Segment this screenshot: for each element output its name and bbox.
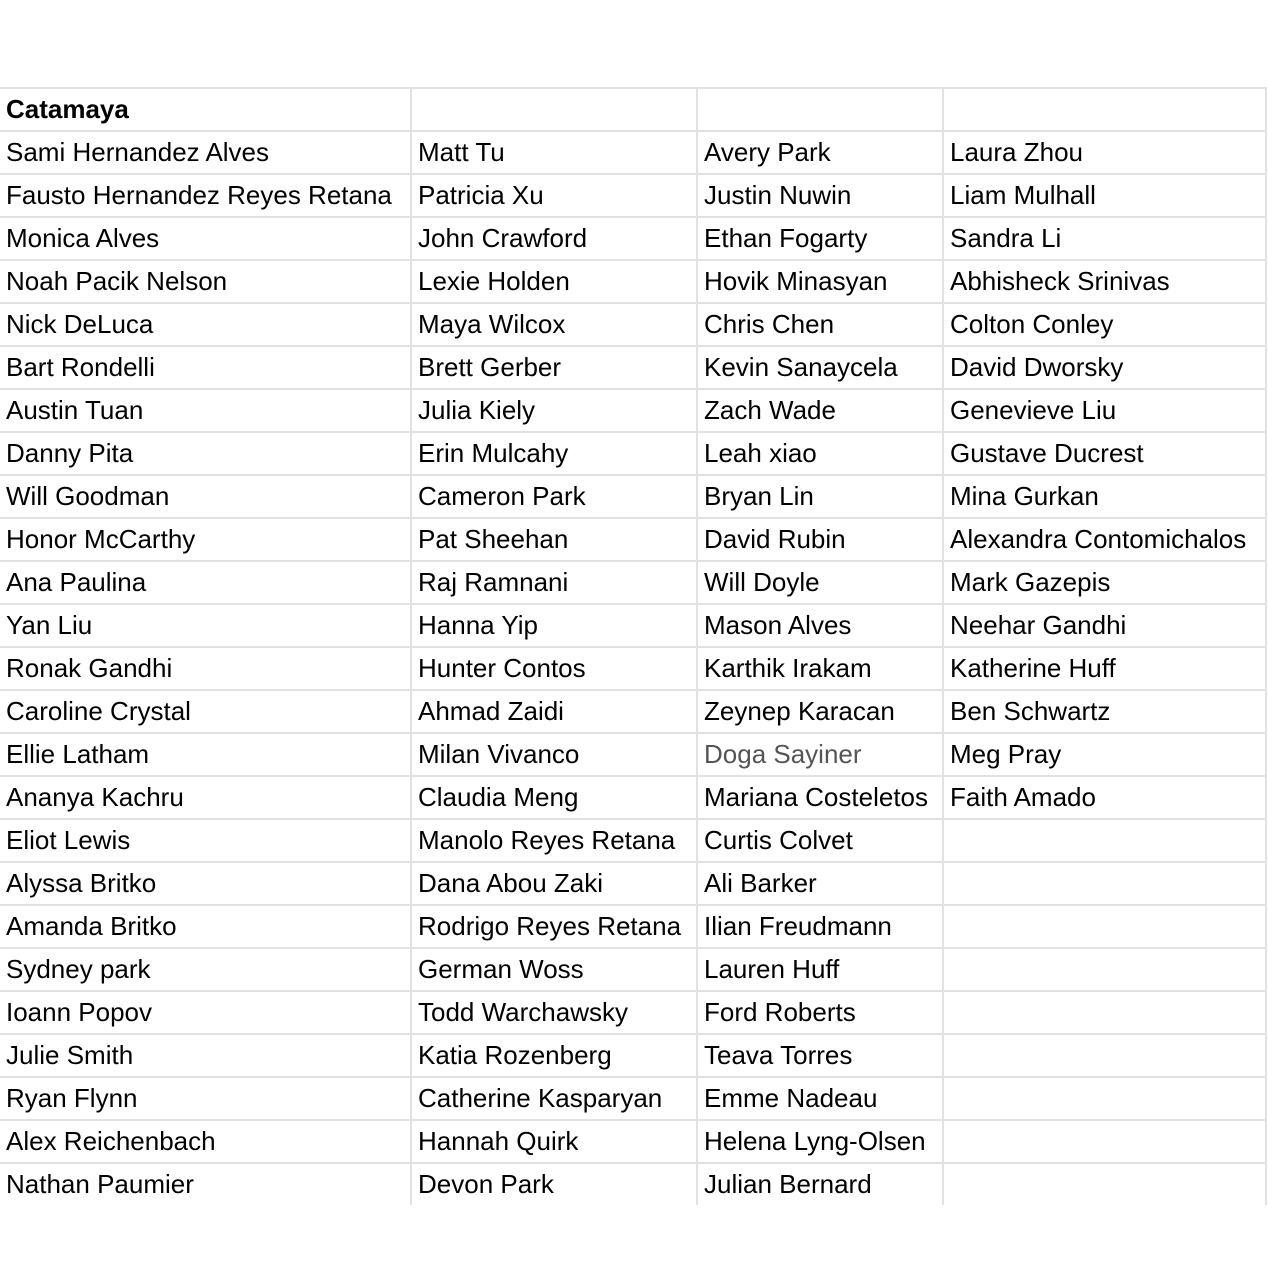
table-row (0, 647, 1266, 690)
table-cell[interactable]: Maya Wilcox (411, 303, 697, 346)
table-cell[interactable]: Monica Alves (0, 217, 411, 260)
table-cell[interactable]: Todd Warchawsky (411, 991, 697, 1034)
table-cell[interactable]: Chris Chen (697, 303, 943, 346)
table-cell[interactable]: Sydney park (0, 948, 411, 991)
table-row (0, 905, 1266, 948)
table-row (0, 518, 1266, 561)
table-cell[interactable]: Liam Mulhall (943, 174, 1266, 217)
table-cell[interactable]: Danny Pita (0, 432, 411, 475)
table-row (0, 1120, 1266, 1163)
table-cell[interactable]: Ioann Popov (0, 991, 411, 1034)
table-cell[interactable] (411, 88, 697, 131)
table-cell[interactable]: Patricia Xu (411, 174, 697, 217)
table-row (0, 475, 1266, 518)
table-cell[interactable]: Mina Gurkan (943, 475, 1266, 518)
table-row (0, 862, 1266, 905)
table-row (0, 604, 1266, 647)
table-cell[interactable]: Yan Liu (0, 604, 411, 647)
table-cell[interactable]: Zach Wade (697, 389, 943, 432)
table-cell[interactable]: Ananya Kachru (0, 776, 411, 819)
table-cell[interactable]: Nick DeLuca (0, 303, 411, 346)
names-table (0, 87, 1267, 1205)
table-cell[interactable]: Amanda Britko (0, 905, 411, 948)
table-cell[interactable]: Lexie Holden (411, 260, 697, 303)
table-cell[interactable]: Nathan Paumier (0, 1163, 411, 1205)
table-cell[interactable]: Brett Gerber (411, 346, 697, 389)
table-cell[interactable]: Karthik Irakam (697, 647, 943, 690)
table-cell[interactable] (943, 88, 1266, 131)
table-cell[interactable] (943, 905, 1266, 948)
spreadsheet-grid (0, 87, 1268, 1199)
table-cell[interactable]: Julian Bernard (697, 1163, 943, 1205)
table-cell[interactable]: Mark Gazepis (943, 561, 1266, 604)
table-cell[interactable]: Bryan Lin (697, 475, 943, 518)
table-cell[interactable]: Alex Reichenbach (0, 1120, 411, 1163)
table-cell[interactable]: Emme Nadeau (697, 1077, 943, 1120)
table-cell[interactable]: Ethan Fogarty (697, 217, 943, 260)
table-cell[interactable]: Manolo Reyes Retana (411, 819, 697, 862)
table-row (0, 260, 1266, 303)
table-cell[interactable]: Avery Park (697, 131, 943, 174)
table-row (0, 1034, 1266, 1077)
table-cell[interactable]: Milan Vivanco (411, 733, 697, 776)
table-cell[interactable]: Hovik Minasyan (697, 260, 943, 303)
table-cell[interactable]: Noah Pacik Nelson (0, 260, 411, 303)
table-cell[interactable]: Katia Rozenberg (411, 1034, 697, 1077)
table-cell[interactable]: Ryan Flynn (0, 1077, 411, 1120)
table-cell[interactable]: Leah xiao (697, 432, 943, 475)
table-cell[interactable]: Gustave Ducrest (943, 432, 1266, 475)
table-cell[interactable]: Pat Sheehan (411, 518, 697, 561)
table-cell[interactable] (943, 1163, 1266, 1205)
table-cell[interactable]: Cameron Park (411, 475, 697, 518)
table-cell[interactable] (943, 948, 1266, 991)
table-cell[interactable]: Colton Conley (943, 303, 1266, 346)
table-cell[interactable]: Faith Amado (943, 776, 1266, 819)
table-cell[interactable]: Dana Abou Zaki (411, 862, 697, 905)
table-cell[interactable]: Julia Kiely (411, 389, 697, 432)
table-cell[interactable]: Julie Smith (0, 1034, 411, 1077)
table-cell[interactable]: Helena Lyng-Olsen (697, 1120, 943, 1163)
table-row (0, 733, 1266, 776)
table-cell[interactable]: Will Doyle (697, 561, 943, 604)
table-cell[interactable]: Teava Torres (697, 1034, 943, 1077)
table-cell[interactable] (697, 88, 943, 131)
table-cell[interactable]: Curtis Colvet (697, 819, 943, 862)
table-cell[interactable] (943, 862, 1266, 905)
table-row (0, 776, 1266, 819)
table-cell[interactable]: Rodrigo Reyes Retana (411, 905, 697, 948)
table-row (0, 131, 1266, 174)
table-cell[interactable]: Ben Schwartz (943, 690, 1266, 733)
table-cell[interactable] (943, 819, 1266, 862)
table-cell[interactable]: Hanna Yip (411, 604, 697, 647)
table-row (0, 948, 1266, 991)
table-body (0, 88, 1266, 1205)
table-row (0, 432, 1266, 475)
table-cell[interactable]: Alexandra Contomichalos (943, 518, 1266, 561)
table-row (0, 303, 1266, 346)
table-cell[interactable]: Ana Paulina (0, 561, 411, 604)
table-cell[interactable]: Hunter Contos (411, 647, 697, 690)
table-cell[interactable]: Kevin Sanaycela (697, 346, 943, 389)
table-cell[interactable]: Laura Zhou (943, 131, 1266, 174)
table-cell[interactable]: David Dworsky (943, 346, 1266, 389)
table-cell[interactable]: Sandra Li (943, 217, 1266, 260)
table-cell[interactable]: Matt Tu (411, 131, 697, 174)
table-cell[interactable]: Eliot Lewis (0, 819, 411, 862)
table-cell[interactable]: Ellie Latham (0, 733, 411, 776)
table-cell[interactable]: Neehar Gandhi (943, 604, 1266, 647)
table-cell[interactable]: Fausto Hernandez Reyes Retana (0, 174, 411, 217)
table-row (0, 1077, 1266, 1120)
table-cell[interactable] (943, 1120, 1266, 1163)
table-cell[interactable]: Catherine Kasparyan (411, 1077, 697, 1120)
table-cell[interactable]: Raj Ramnani (411, 561, 697, 604)
table-row (0, 346, 1266, 389)
table-cell[interactable] (943, 1077, 1266, 1120)
table-row (0, 561, 1266, 604)
table-cell[interactable]: Doga Sayiner (697, 733, 943, 776)
table-cell[interactable]: John Crawford (411, 217, 697, 260)
table-cell[interactable]: David Rubin (697, 518, 943, 561)
table-cell[interactable]: Ford Roberts (697, 991, 943, 1034)
table-cell[interactable]: Erin Mulcahy (411, 432, 697, 475)
table-cell[interactable]: Bart Rondelli (0, 346, 411, 389)
table-cell[interactable]: Austin Tuan (0, 389, 411, 432)
table-cell[interactable]: Genevieve Liu (943, 389, 1266, 432)
table-cell[interactable] (943, 991, 1266, 1034)
table-cell[interactable]: Katherine Huff (943, 647, 1266, 690)
table-cell[interactable]: Zeynep Karacan (697, 690, 943, 733)
table-cell[interactable]: Alyssa Britko (0, 862, 411, 905)
table-row (0, 389, 1266, 432)
table-cell[interactable]: Honor McCarthy (0, 518, 411, 561)
table-cell[interactable]: Devon Park (411, 1163, 697, 1205)
table-cell[interactable]: German Woss (411, 948, 697, 991)
table-cell[interactable]: Will Goodman (0, 475, 411, 518)
table-cell[interactable]: Ahmad Zaidi (411, 690, 697, 733)
table-cell[interactable]: Abhisheck Srinivas (943, 260, 1266, 303)
table-cell[interactable]: Claudia Meng (411, 776, 697, 819)
table-row (0, 1163, 1266, 1205)
table-row (0, 217, 1266, 260)
table-row (0, 174, 1266, 217)
table-cell[interactable]: Caroline Crystal (0, 690, 411, 733)
table-row (0, 991, 1266, 1034)
table-cell[interactable]: Meg Pray (943, 733, 1266, 776)
table-cell[interactable]: Hannah Quirk (411, 1120, 697, 1163)
table-row (0, 819, 1266, 862)
header-row (0, 88, 1266, 131)
table-cell[interactable]: Mariana Costeletos (697, 776, 943, 819)
table-cell[interactable]: Ilian Freudmann (697, 905, 943, 948)
table-cell[interactable]: Justin Nuwin (697, 174, 943, 217)
table-cell[interactable]: Sami Hernandez Alves (0, 131, 411, 174)
table-cell[interactable] (943, 1034, 1266, 1077)
table-row (0, 690, 1266, 733)
header-cell[interactable]: Catamaya (0, 88, 411, 131)
table-cell[interactable]: Mason Alves (697, 604, 943, 647)
table-cell[interactable]: Lauren Huff (697, 948, 943, 991)
table-cell[interactable]: Ali Barker (697, 862, 943, 905)
table-cell[interactable]: Ronak Gandhi (0, 647, 411, 690)
